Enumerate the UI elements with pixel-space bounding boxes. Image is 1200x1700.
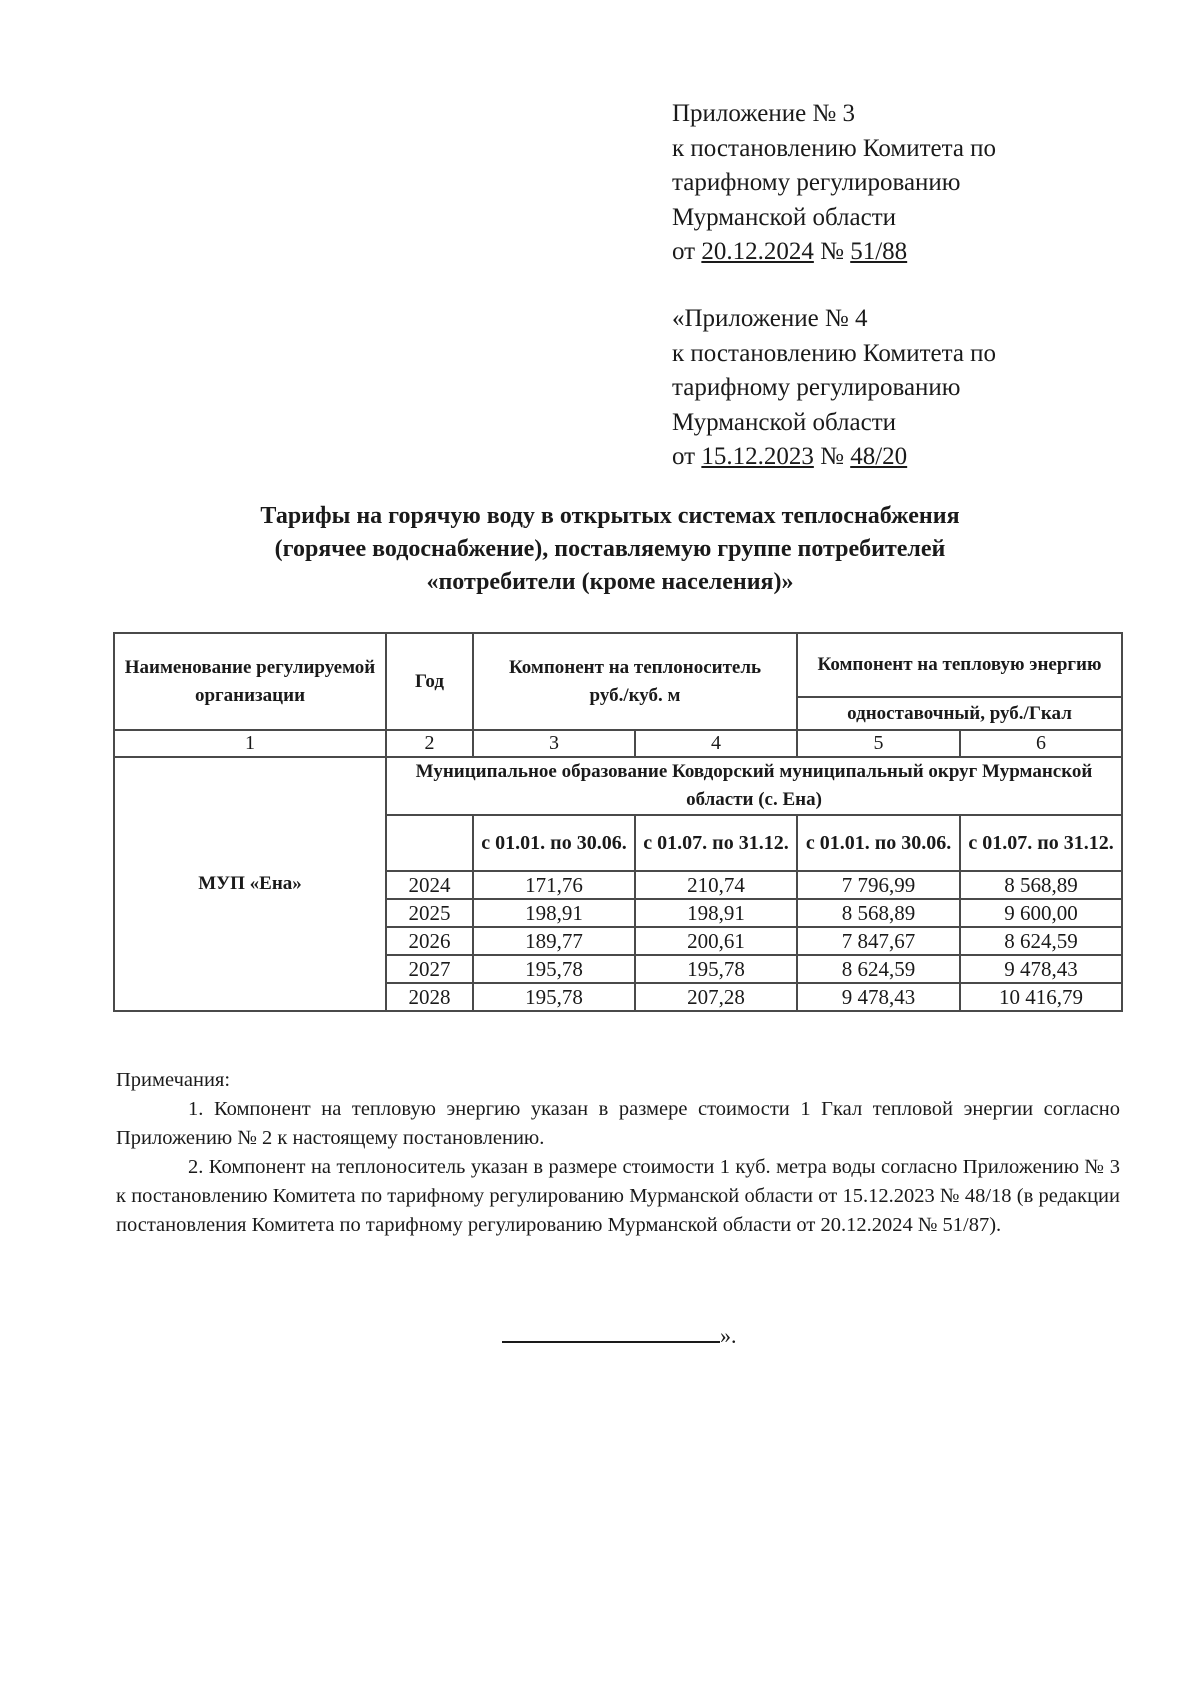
value-cell: 8 568,89 [960,871,1122,899]
year-cell: 2024 [386,871,473,899]
value-cell: 9 600,00 [960,899,1122,927]
date-prefix: от [672,443,696,470]
annex-3-date-line [672,235,996,270]
value-cell: 210,74 [635,871,797,899]
value-cell: 7 847,67 [797,927,960,955]
value-cell: 198,91 [635,899,797,927]
value-cell: 195,78 [635,955,797,983]
date-prefix: от [672,238,696,265]
value-cell: 10 416,79 [960,983,1122,1011]
value-cell: 189,77 [473,927,635,955]
year-cell: 2026 [386,927,473,955]
value-cell: 8 624,59 [797,955,960,983]
period-header: с 01.07. по 31.12. [960,815,1122,871]
notes-title: Примечания: [116,1069,231,1091]
annex-4-line-2: к постановлению Комитета по [672,339,997,367]
annex-4-number: 48/20 [850,443,908,470]
value-cell: 198,91 [473,899,635,927]
title-line-2: (горячее водоснабжение), поставляемую группе потребителей [274,536,946,562]
annex-3-number: 51/88 [850,238,908,265]
value-cell: 9 478,43 [960,955,1122,983]
header-organization: Наименование регулируемой организации [114,633,386,730]
year-cell: 2028 [386,983,473,1011]
annex-3-title: Приложение № 3 [672,100,856,127]
header-carrier-unit: руб./куб. м [589,684,681,706]
column-number: 2 [386,730,473,757]
annex-4-title: «Приложение № 4 [672,305,868,332]
value-cell: 7 796,99 [797,871,960,899]
column-number: 4 [635,730,797,757]
number-sign: № [820,443,844,470]
year-cell: 2027 [386,955,473,983]
period-header: с 01.01. по 30.06. [473,815,635,871]
annex-3-line-3: тарифному регулированию [672,169,961,196]
closing-quote: ». [720,1323,737,1348]
organization-name: МУП «Ена» [114,757,386,1011]
closing-rule [502,1321,720,1343]
value-cell: 8 568,89 [797,899,960,927]
header-carrier-label: Компонент на теплоноситель [508,656,762,678]
header-year: Год [386,633,473,730]
column-number: 3 [473,730,635,757]
value-cell: 195,78 [473,955,635,983]
closing-line [502,1321,737,1349]
period-header: с 01.07. по 31.12. [635,815,797,871]
column-number: 6 [960,730,1122,757]
number-sign: № [820,238,844,265]
value-cell: 195,78 [473,983,635,1011]
annex-3-date: 20.12.2024 [701,238,814,265]
annex-4-reference [672,302,996,475]
year-cell: 2025 [386,899,473,927]
title-line-1: Тарифы на горячую воду в открытых системах теплоснабжения [260,503,960,529]
header-energy-unit: одноставочный, руб./Гкал [797,697,1122,730]
period-header: с 01.01. по 30.06. [797,815,960,871]
annex-3-line-2: к постановлению Комитета по [672,134,997,162]
tariff-table [113,632,1123,1012]
title-line-3: «потребители (кроме населения)» [426,569,794,595]
column-number: 1 [114,730,386,757]
annex-3-reference [672,97,996,270]
municipality-header: Муниципальное образование Ковдорский муниципальный округ Мурманской области (с. Ена) [386,757,1122,815]
value-cell: 8 624,59 [960,927,1122,955]
annex-4-date-line [672,440,996,475]
value-cell: 207,28 [635,983,797,1011]
note-item-2: 2. Компонент на теплоноситель указан в размере стоимости 1 куб. метра воды согласно Приложению № 3 к постановлению Комитета по тарифному регулированию Мурманской области от 15.12.2023 № 48/18 (в редакции постановления Комитета по тарифному регулированию Мурманской области от 20.12.2024 № 51/87). [116,1156,1120,1236]
annex-4-line-4: Мурманской области [672,408,897,436]
period-blank [386,815,473,871]
header-carrier [473,633,797,730]
annex-4-line-3: тарифному регулированию [672,374,961,401]
notes-section [116,1066,1120,1240]
header-energy: Компонент на тепловую энергию [797,633,1122,697]
document-title [110,500,1110,599]
annex-4-date: 15.12.2023 [701,443,814,470]
column-number: 5 [797,730,960,757]
value-cell: 9 478,43 [797,983,960,1011]
value-cell: 200,61 [635,927,797,955]
note-item-1: 1. Компонент на тепловую энергию указан в размере стоимости 1 Гкал тепловой энергии согласно Приложению № 2 к настоящему постановлению. [116,1098,1120,1149]
annex-3-line-4: Мурманской области [672,203,897,231]
value-cell: 171,76 [473,871,635,899]
